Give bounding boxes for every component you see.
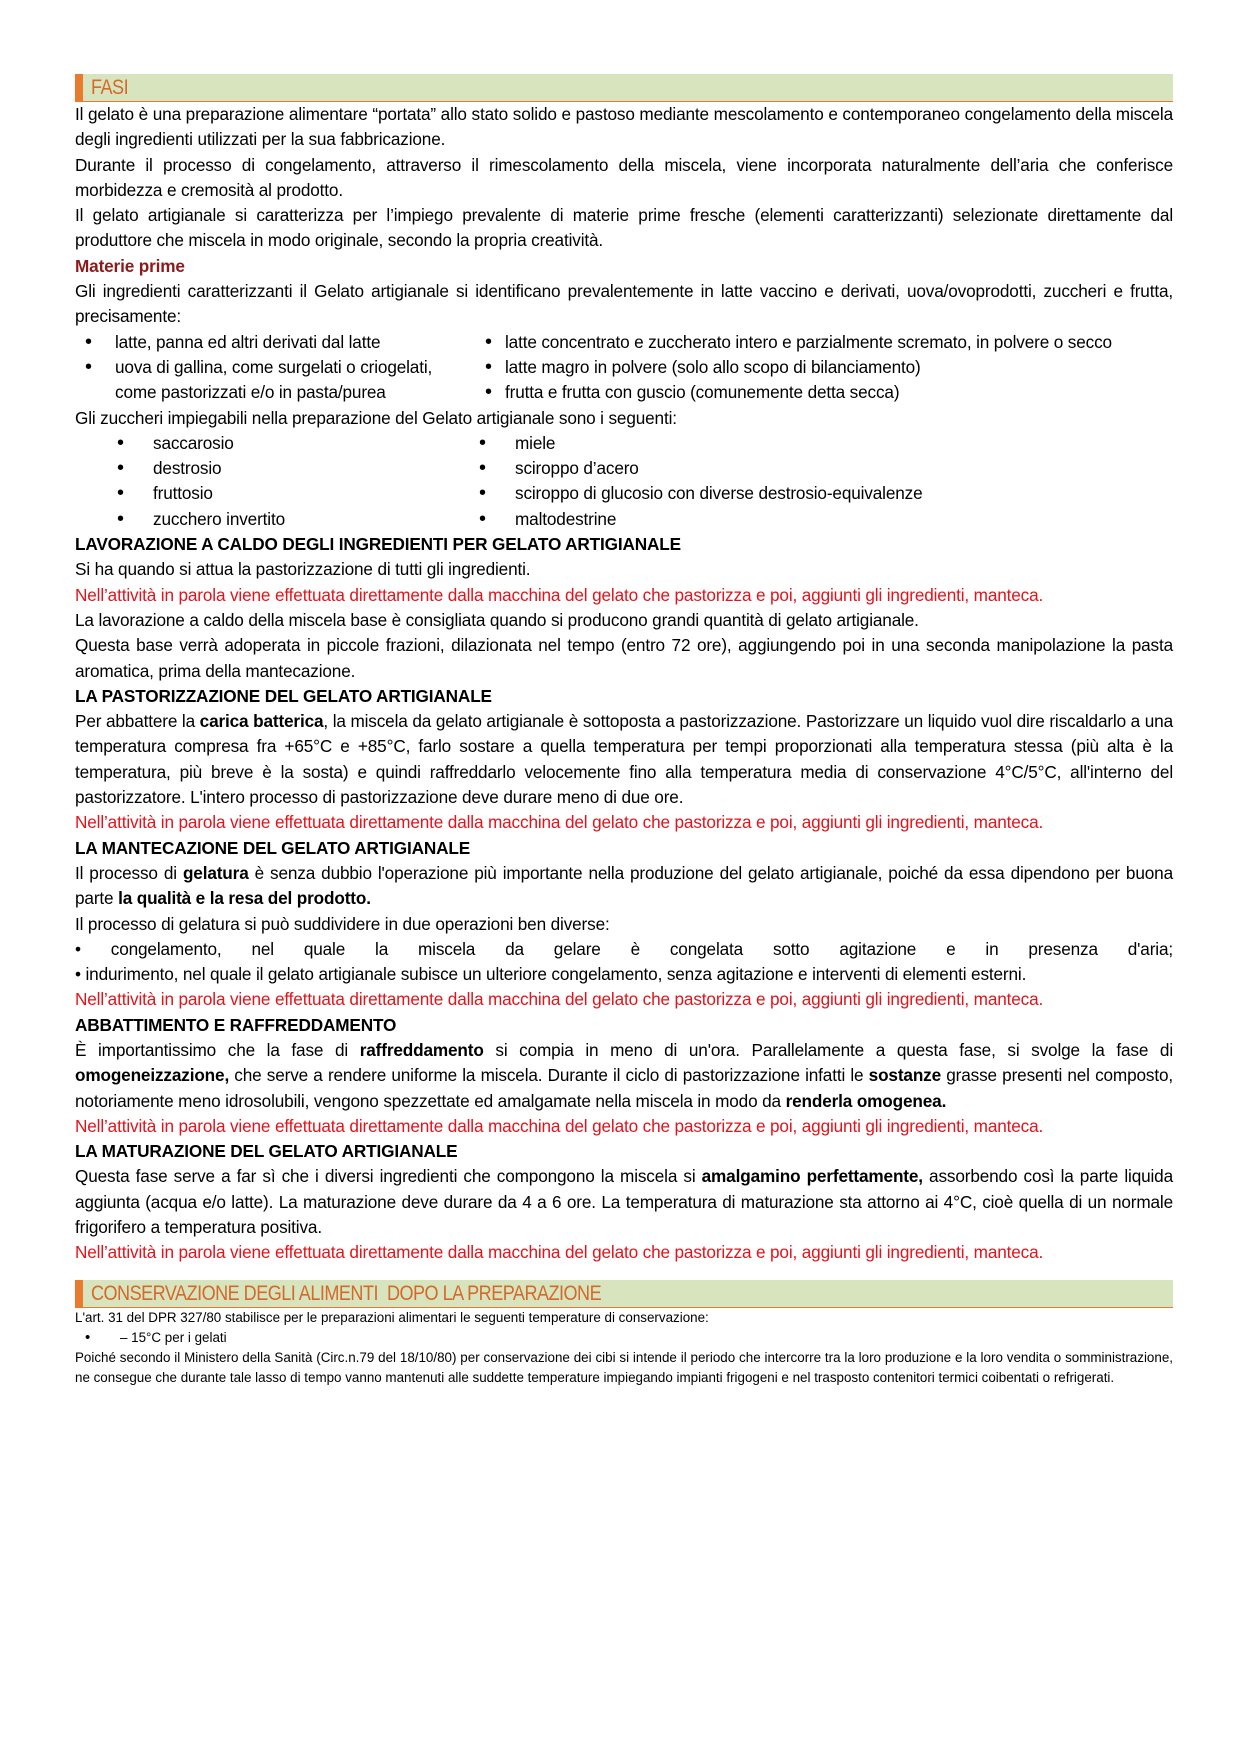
paragraph: Il processo di gelatura si può suddividere in due operazioni ben diverse: xyxy=(75,913,610,934)
section-title: FASI xyxy=(91,76,129,99)
list-item: • uova di gallina, come surgelati o criogelati, come pastorizzati e/o in pasta/purea xyxy=(75,355,475,406)
bold-text: raffreddamento xyxy=(359,1039,484,1060)
bold-text: la qualità e la resa del prodotto. xyxy=(118,888,371,909)
list-item: • – 15°C per i gelati xyxy=(75,1328,1173,1348)
paragraph: La lavorazione a caldo della miscela base è consigliata quando si producono grandi quantità di gelato artigianale. xyxy=(75,609,919,630)
paragraph: Gli ingredienti caratterizzanti il Gelato artigianale si identificano prevalentemente in latte vaccino e derivati, uova/ovoprodotti, zuccheri e frutta, precisamente: xyxy=(75,281,1173,327)
section-header-fasi xyxy=(75,74,1173,102)
list-item: • fruttosio xyxy=(75,481,475,506)
list-item: • latte concentrato e zuccherato intero e parzialmente scremato, in polvere o secco xyxy=(475,330,1173,355)
text: È importantissimo che la fase di xyxy=(75,1039,360,1060)
red-note: Nell’attività in parola viene effettuata direttamente dalla macchina del gelato che pastorizza e poi, aggiunti gli ingredienti, manteca. xyxy=(75,1242,1044,1263)
bold-text: renderla omogenea. xyxy=(785,1090,947,1111)
header-accent-bar xyxy=(75,74,83,102)
heading-abbattimento: ABBATTIMENTO E RAFFREDDAMENTO xyxy=(75,1014,397,1035)
heading-mantecazione: LA MANTECAZIONE DEL GELATO ARTIGIANALE xyxy=(75,837,471,858)
paragraph xyxy=(75,1164,1173,1240)
section-header-conservazione xyxy=(75,1280,1173,1308)
paragraph: Gli zuccheri impiegabili nella preparazione del Gelato artigianale sono i seguenti: xyxy=(75,407,677,428)
paragraph: L'art. 31 del DPR 327/80 stabilisce per le preparazioni alimentari le seguenti temperature di conservazione: xyxy=(75,1309,709,1325)
heading-lavorazione: LAVORAZIONE A CALDO DEGLI INGREDIENTI PER GELATO ARTIGIANALE xyxy=(75,534,681,555)
text: si compia in meno di un'ora. Parallelamente a questa fase, si svolge la fase di xyxy=(483,1039,1173,1060)
ingredients-list xyxy=(75,330,1173,406)
paragraph: • congelamento, nel quale la miscela da gelare è congelata sotto agitazione e in presenza d'aria; xyxy=(75,938,1173,959)
list-item: • latte magro in polvere (solo allo scopo di bilanciamento) xyxy=(475,355,1173,380)
text: Questa fase serve a far sì che i diversi ingredienti che compongono la miscela si xyxy=(75,1166,702,1187)
paragraph: Durante il processo di congelamento, attraverso il rimescolamento della miscela, viene incorporata naturalmente dell’aria che conferisce morbidezza e cremosità al prodotto. xyxy=(75,154,1173,200)
red-note: Nell’attività in parola viene effettuata direttamente dalla macchina del gelato che pastorizza e poi, aggiunti gli ingredienti, manteca. xyxy=(75,812,1044,833)
paragraph xyxy=(75,709,1173,810)
ingredients-list-left xyxy=(75,330,475,406)
sugars-list xyxy=(75,431,1173,532)
heading-pastorizzazione: LA PASTORIZZAZIONE DEL GELATO ARTIGIANALE xyxy=(75,685,492,706)
bold-text: amalgamino perfettamente, xyxy=(701,1166,923,1187)
section-body-fasi xyxy=(75,102,1173,1266)
paragraph xyxy=(75,1038,1173,1114)
paragraph: Si ha quando si attua la pastorizzazione di tutti gli ingredienti. xyxy=(75,559,531,580)
list-item: • frutta e frutta con guscio (comunemente detta secca) xyxy=(475,380,1173,405)
section-title: CONSERVAZIONE DEGLI ALIMENTI DOPO LA PREPARAZIONE xyxy=(91,1281,602,1305)
section-body-conservazione xyxy=(75,1308,1173,1388)
section-conservazione xyxy=(75,1280,1173,1388)
temperature-list xyxy=(75,1328,1173,1348)
red-note: Nell’attività in parola viene effettuata direttamente dalla macchina del gelato che pastorizza e poi, aggiunti gli ingredienti, manteca. xyxy=(75,584,1044,605)
red-note: Nell’attività in parola viene effettuata direttamente dalla macchina del gelato che pastorizza e poi, aggiunti gli ingredienti, manteca. xyxy=(75,989,1044,1010)
document-page xyxy=(75,74,1173,1388)
ingredients-list-right xyxy=(475,330,1173,406)
subheading-materie-prime: Materie prime xyxy=(75,255,185,276)
bold-text: carica batterica xyxy=(199,711,324,732)
list-item: • sciroppo di glucosio con diverse destrosio-equivalenze xyxy=(437,481,1173,506)
list-item: • saccarosio xyxy=(75,431,475,456)
text: Per abbattere la xyxy=(75,711,200,732)
paragraph: Il gelato è una preparazione alimentare “portata” allo stato solido e pastoso mediante mescolamento e contemporaneo congelamento della miscela degli ingredienti utilizzati per la sua fabbricazione. xyxy=(75,104,1173,150)
list-item: • miele xyxy=(437,431,1173,456)
text: , la miscela da gelato artigianale è sottoposta a pastorizzazione. Pastorizzare un liquido vuol dire riscaldarlo a una temperatura compresa fra +65°C e +85°C, farlo sostare a quella temperatura per tempi proporzionati alla temperatura stessa (più alta è la temperatura, più breve è la sosta) e quindi raffreddarlo velocemente fino alla temperatura media di conservazione 4°C/5°C, all'interno del pastorizzatore. L'intero processo di pastorizzazione deve durare meno di due ore. xyxy=(75,711,1173,808)
list-item: • sciroppo d’acero xyxy=(437,456,1173,481)
paragraph: Poiché secondo il Ministero della Sanità (Circ.n.79 del 18/10/80) per conservazione dei cibi si intende il periodo che intercorre tra la loro produzione e la loro vendita o somministrazione, ne consegue che durante tale lasso di tempo vanno mantenuti alle suddette temperature impiegando impianti frigogeni e nel trasposto contenitori termici coibentati o refrigerati. xyxy=(75,1349,1173,1385)
red-note: Nell’attività in parola viene effettuata direttamente dalla macchina del gelato che pastorizza e poi, aggiunti gli ingredienti, manteca. xyxy=(75,1115,1044,1136)
header-accent-bar xyxy=(75,1280,83,1308)
paragraph: Questa base verrà adoperata in piccole frazioni, dilazionata nel tempo (entro 72 ore), aggiungendo poi in una seconda manipolazione la pasta aromatica, prima della mantecazione. xyxy=(75,635,1173,681)
paragraph: Il gelato artigianale si caratterizza per l’impiego prevalente di materie prime fresche (elementi caratterizzanti) selezionate direttamente dal produttore che miscela in modo originale, secondo la propria creatività. xyxy=(75,205,1173,251)
list-item: • maltodestrine xyxy=(437,507,1173,532)
text: è senza dubbio l'operazione più importante nella produzione del gelato artigianale, poiché da essa dipendono per buona parte xyxy=(75,862,1173,909)
sugars-list-left xyxy=(75,431,475,532)
text: che serve a rendere uniforme la miscela. Durante il ciclo di pastorizzazione infatti le xyxy=(229,1065,869,1086)
paragraph xyxy=(75,861,1173,912)
bold-text: gelatura xyxy=(182,862,249,883)
list-item: • latte, panna ed altri derivati dal latte xyxy=(75,330,475,355)
heading-maturazione: LA MATURAZIONE DEL GELATO ARTIGIANALE xyxy=(75,1141,458,1162)
bold-text: omogeneizzazione, xyxy=(75,1065,230,1086)
paragraph: • indurimento, nel quale il gelato artigianale subisce un ulteriore congelamento, senza agitazione e interventi di elementi esterni. xyxy=(75,964,1027,985)
text: Il processo di xyxy=(75,862,183,883)
sugars-list-right xyxy=(437,431,1173,532)
list-item: • zucchero invertito xyxy=(75,507,475,532)
text: grasse presenti nel composto, notoriamente meno idrosolubili, vengono spezzettate ed amalgamate nella miscela in modo da xyxy=(75,1065,1174,1111)
text: assorbendo così la parte liquida aggiunta (acqua e/o latte). La maturazione deve durare da 4 a 6 ore. La temperatura di maturazione sta attorno ai 4°C, cioè quella di un normale frigorifero a temperatura positiva. xyxy=(75,1166,1173,1238)
list-item: • destrosio xyxy=(75,456,475,481)
bold-text: sostanze xyxy=(868,1065,942,1086)
